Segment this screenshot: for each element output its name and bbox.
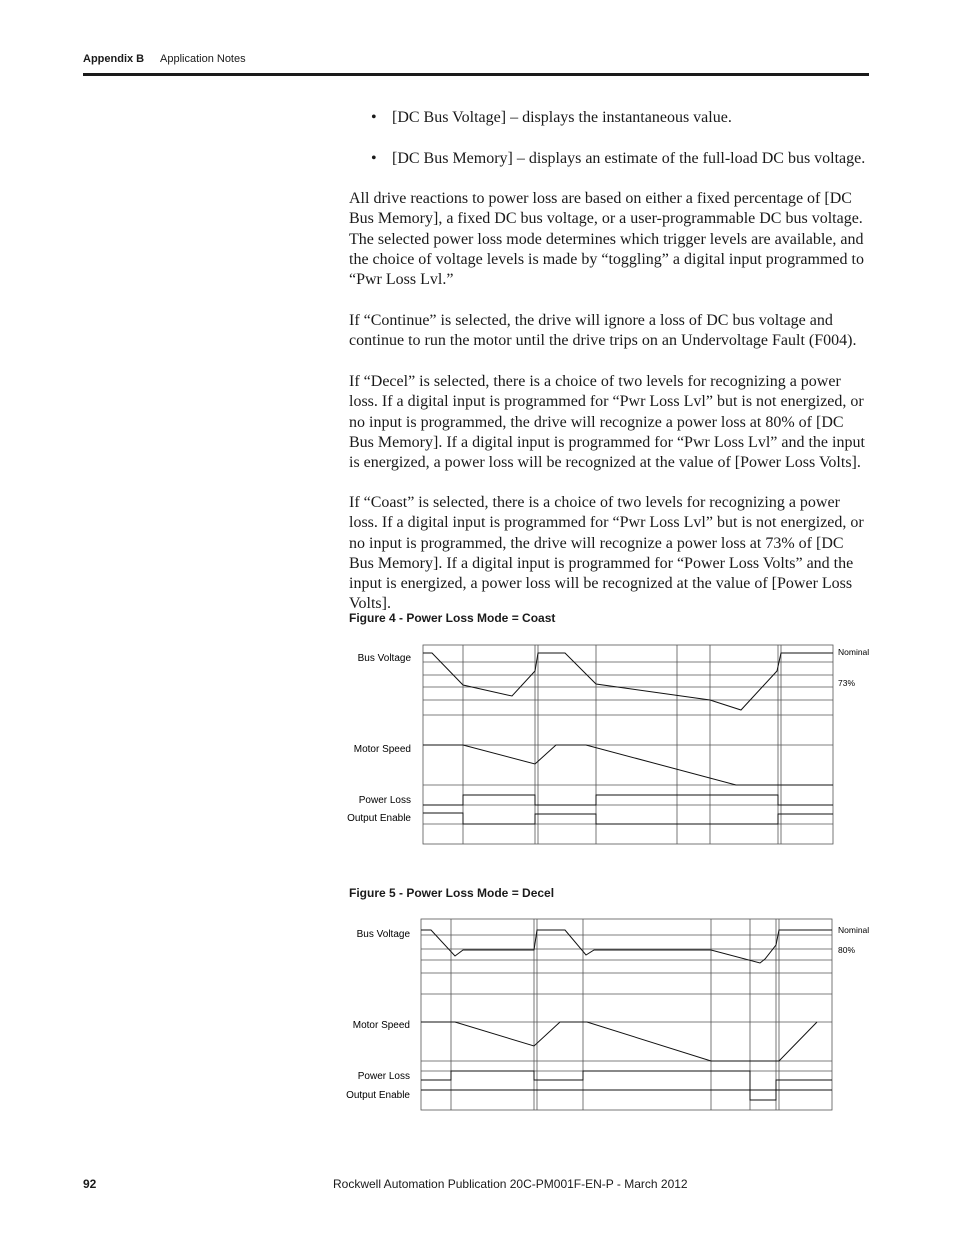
figure-5-timing-diagram bbox=[340, 915, 880, 1115]
label-output-enable: Output Enable bbox=[347, 813, 411, 824]
label-nominal: Nominal bbox=[838, 925, 870, 935]
paragraph: If “Decel” is selected, there is a choice of two levels for recognizing a power loss. If a digital input is programmed for “Pwr Loss Lvl” but is not energized, or no input is programmed, the drive will recognize a power loss at 80% of [DC Bus Memory]. If a digital input is programmed for “Pwr Loss Lvl” and the input is energized, a power loss will be recognized at the value of [Power Loss Volts]. bbox=[349, 373, 865, 472]
label-output-enable: Output Enable bbox=[346, 1090, 410, 1101]
label-nominal: Nominal bbox=[838, 647, 870, 657]
header-section: Appendix B bbox=[83, 53, 145, 65]
label-threshold: 73% bbox=[838, 678, 856, 688]
figure-5-caption: Figure 5 - Power Loss Mode = Decel bbox=[349, 886, 555, 900]
header-rule bbox=[83, 73, 869, 76]
page-number: 92 bbox=[83, 1177, 97, 1191]
power-loss-trace bbox=[423, 795, 833, 805]
label-motor-speed: Motor Speed bbox=[352, 1020, 410, 1031]
paragraph: If “Coast” is selected, there is a choice of two levels for recognizing a power loss. If a digital input is programmed for “Pwr Loss Lvl” but is not energized, or no input is programmed, the drive will recognize a power loss at 73% of [DC Bus Memory]. If a digital input is programmed for “Power Loss Volts” and the input is energized, a power loss will be recognized at the value of [Power Loss Volts]. bbox=[349, 494, 864, 613]
figure-4-timing-diagram bbox=[340, 640, 880, 850]
motor-speed-trace bbox=[423, 745, 833, 785]
label-bus-voltage: Bus Voltage bbox=[357, 653, 411, 664]
label-power-loss: Power Loss bbox=[357, 1071, 410, 1082]
bullet-text: [DC Bus Memory] – displays an estimate of the full-load DC bus voltage. bbox=[392, 150, 866, 167]
header-title: Application Notes bbox=[160, 53, 246, 65]
label-bus-voltage: Bus Voltage bbox=[356, 929, 410, 940]
output-enable-trace bbox=[423, 813, 833, 824]
diagram-frame bbox=[421, 919, 832, 1110]
bullet-text: [DC Bus Voltage] – displays the instantaneous value. bbox=[392, 109, 732, 126]
bus-voltage-trace bbox=[423, 653, 833, 710]
paragraph: If “Continue” is selected, the drive will ignore a loss of DC bus voltage and continue to run the motor until the drive trips on an Undervoltage Fault (F004). bbox=[349, 312, 857, 350]
paragraph: All drive reactions to power loss are based on either a fixed percentage of [DC Bus Memory], a fixed DC bus voltage, or a user-programmable DC bus voltage. The selected power loss mode determines which trigger levels are available, and the choice of voltage levels is made by “toggling” a digital input programmed to “Pwr Loss Lvl.” bbox=[349, 190, 864, 289]
label-power-loss: Power Loss bbox=[358, 795, 411, 806]
motor-speed-trace bbox=[421, 1022, 817, 1061]
label-threshold: 80% bbox=[838, 945, 856, 955]
figure-4-caption: Figure 4 - Power Loss Mode = Coast bbox=[349, 611, 556, 625]
bullet-dot-icon: • bbox=[371, 109, 377, 126]
bullet-dot-icon: • bbox=[371, 150, 377, 167]
power-loss-trace bbox=[421, 1071, 832, 1100]
publication-info: Rockwell Automation Publication 20C-PM001F-EN-P - March 2012 bbox=[333, 1177, 688, 1191]
label-motor-speed: Motor Speed bbox=[353, 744, 411, 755]
